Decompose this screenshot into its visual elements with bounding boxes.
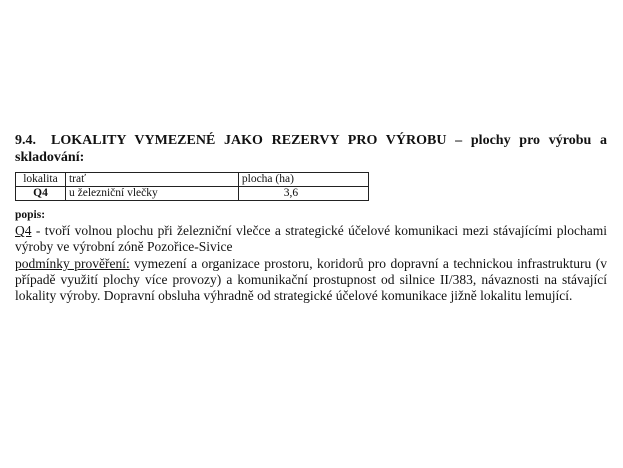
cell-plocha: 3,6 bbox=[238, 187, 368, 201]
section-heading bbox=[15, 132, 607, 166]
document-page bbox=[15, 132, 607, 304]
header-plocha: plocha (ha) bbox=[238, 173, 368, 187]
conditions-label: podmínky prověření: bbox=[15, 256, 130, 271]
header-lokalita: lokalita bbox=[16, 173, 66, 187]
conditions-text: vymezení a organizace prostoru, koridorů pro dopravní a technickou infrastrukturu (v případě využití plochy více provozy) a komunikační prostupnost od silnice II/383, návaznosti na stávající lokality výroby. Dopravní obsluha výhradně od strategické účelové komunikace jižně lokalitu lemující. bbox=[15, 256, 607, 303]
q4-label: Q4 bbox=[15, 223, 32, 238]
q4-text: - tvoří volnou plochu při železniční vlečce a strategické účelové komunikaci mezi stávajícími plochami výroby ve výrobní zóně Pozořice-Sivice bbox=[15, 223, 607, 254]
header-trat: trať bbox=[65, 173, 238, 187]
table-header-row bbox=[16, 173, 369, 187]
q4-description bbox=[15, 223, 607, 255]
popis-label: popis: bbox=[15, 209, 46, 221]
cell-lokalita: Q4 bbox=[16, 187, 66, 201]
section-title: LOKALITY VYMEZENÉ JAKO REZERVY PRO VÝROBU – plochy pro výrobu a skladování: bbox=[15, 133, 607, 165]
conditions-paragraph bbox=[15, 256, 607, 304]
cell-trat: u železniční vlečky bbox=[65, 187, 238, 201]
table-row bbox=[16, 187, 369, 201]
locality-table bbox=[15, 172, 369, 201]
section-number: 9.4. bbox=[15, 133, 36, 148]
